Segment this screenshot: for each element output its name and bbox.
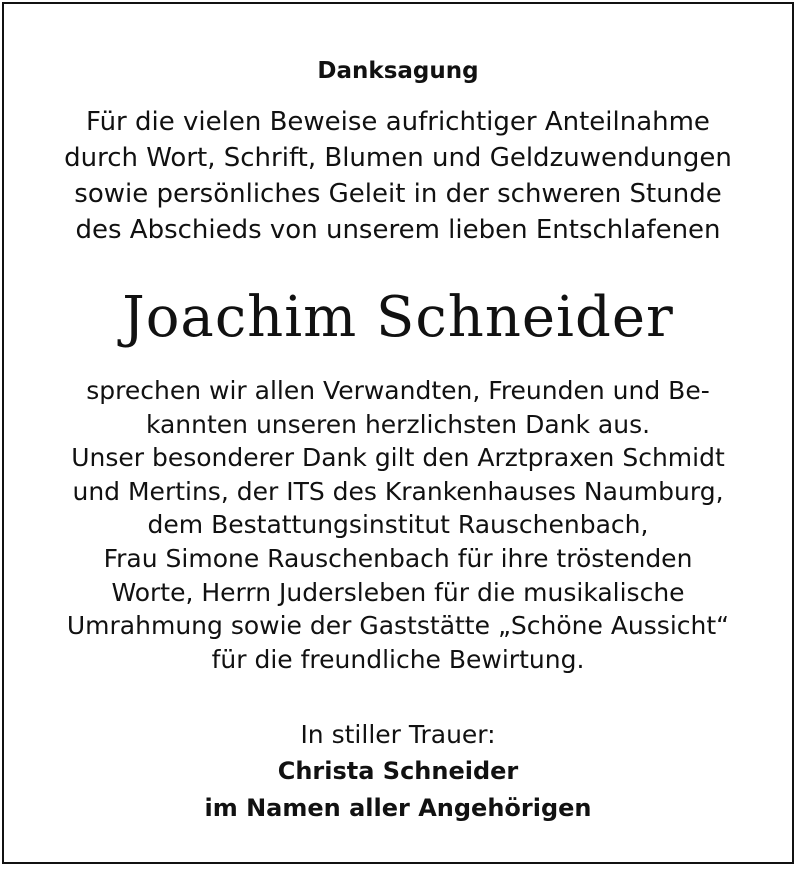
notice-heading bbox=[4, 54, 792, 88]
signer-note: im Namen aller Angehörigen bbox=[204, 794, 592, 822]
thanks-line: sprechen wir allen Verwandten, Freunden und Be- bbox=[86, 376, 710, 405]
thanks-line: dem Bestattungsinstitut Rauschenbach, bbox=[147, 510, 649, 540]
intro-line: des Abschieds von unserem lieben Entschlafenen bbox=[75, 215, 721, 245]
notice-border bbox=[2, 2, 794, 864]
intro-line: sowie persönliches Geleit in der schweren Stunde bbox=[74, 179, 722, 209]
deceased-name bbox=[4, 276, 792, 360]
thanks-line: kannten unseren herzlichsten Dank aus. bbox=[145, 409, 651, 439]
thanks-line: Worte, Herrn Judersleben für die musikalische bbox=[111, 577, 685, 607]
thanks-paragraph bbox=[4, 374, 792, 676]
thanks-line: Umrahmung sowie der Gaststätte „Schöne Aussicht“ bbox=[66, 611, 730, 641]
intro-line: Für die vielen Beweise aufrichtiger Anteilnahme bbox=[86, 107, 710, 137]
signer-name: Christa Schneider bbox=[277, 757, 519, 785]
thanks-line: Frau Simone Rauschenbach für ihre tröstenden bbox=[103, 543, 693, 573]
signoff-text: In stiller Trauer: bbox=[300, 720, 496, 749]
intro-line: durch Wort, Schrift, Blumen und Geldzuwendungen bbox=[64, 143, 732, 173]
thanks-line: für die freundliche Bewirtung. bbox=[211, 644, 585, 674]
deceased-name-text: Joachim Schneider bbox=[122, 285, 674, 350]
thanks-line: Unser besonderer Dank gilt den Arztpraxen Schmidt bbox=[71, 443, 725, 473]
signoff bbox=[4, 718, 792, 752]
heading-text: Danksagung bbox=[317, 58, 479, 84]
signer-block bbox=[4, 753, 792, 827]
intro-paragraph bbox=[4, 104, 792, 248]
thanks-line: und Mertins, der ITS des Krankenhauses Naumburg, bbox=[72, 476, 724, 506]
